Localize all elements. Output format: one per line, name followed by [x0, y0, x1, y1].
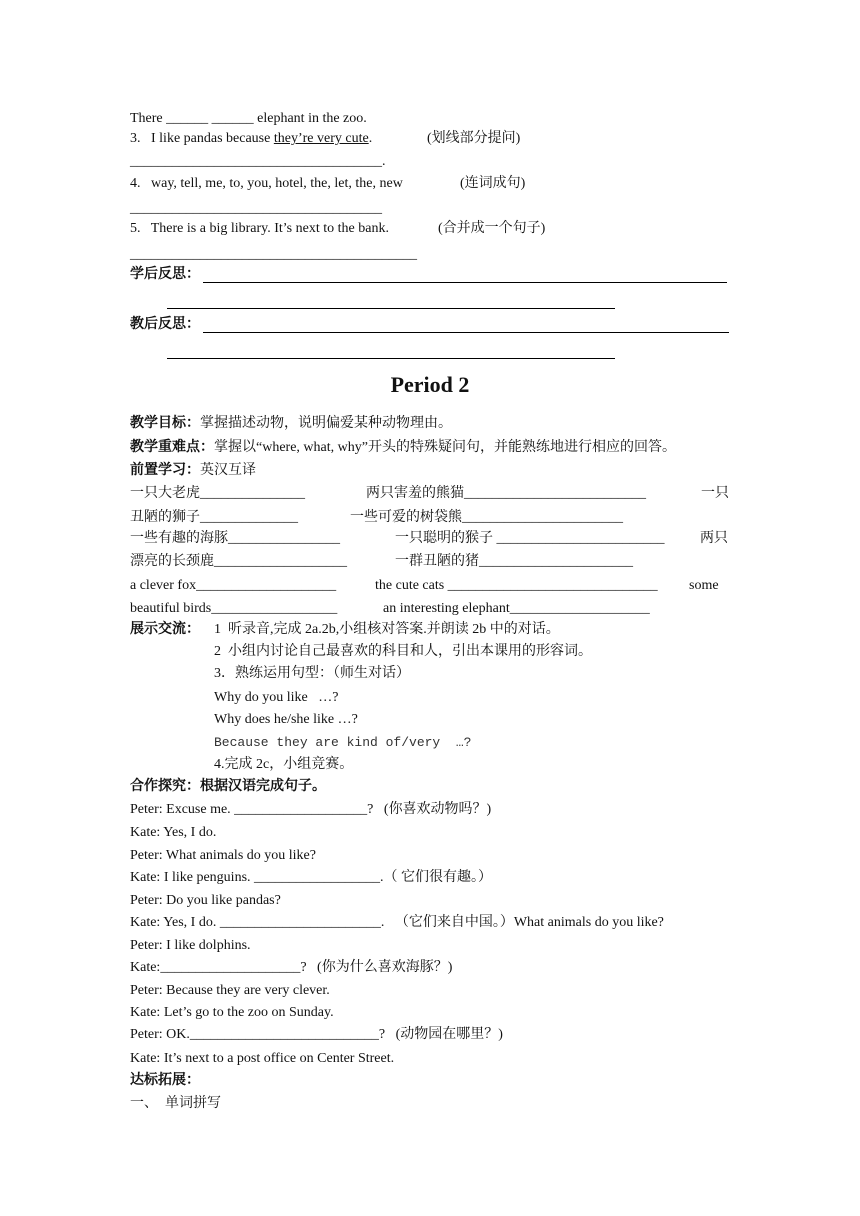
extension-label: 达标拓展： — [130, 1073, 200, 1088]
translate-item: 一些有趣的海豚________________ — [130, 531, 340, 546]
dialogue-line: Kate:____________________? (你为什么喜欢海豚？) — [130, 960, 453, 975]
dialogue-line: Peter: Because they are very clever. — [130, 983, 330, 998]
q3-period: . — [368, 131, 373, 146]
translate-item: 一只大老虎_______________ — [130, 486, 305, 501]
translate-item: 一只 — [701, 486, 729, 501]
translate-item: 两只 — [700, 531, 728, 546]
q3-underlined: they’re very cute — [273, 131, 369, 146]
teacher-reflection-label: 教后反思： — [130, 317, 200, 332]
show-exchange-label: 展示交流： — [130, 622, 200, 637]
teaching-goal — [130, 415, 452, 433]
show-step: 1 听录音,完成 2a.2b,小组核对答案.并朗读 2b 中的对话。 — [214, 622, 560, 637]
period-title: Period 2 — [390, 372, 470, 397]
dialogue-line: Kate: It’s next to a post office on Center Street. — [130, 1051, 395, 1066]
show-step: 4.完成 2c，小组竞赛。 — [214, 757, 354, 772]
show-step: 2 小组内讨论自己最喜欢的科目和人，引出本课用的形容词。 — [214, 644, 592, 659]
q3-text: I like pandas because — [151, 131, 274, 146]
dialogue-line: Peter: Do you like pandas? — [130, 893, 281, 908]
goal-label: 教学目标： — [130, 416, 200, 431]
translate-item: 丑陋的狮子______________ — [130, 510, 298, 525]
cooperation-label: 合作探究：根据汉语完成句子。 — [130, 779, 326, 794]
teacher-reflection-line-2 — [167, 358, 615, 359]
pre-label: 前置学习： — [130, 463, 200, 478]
key-label: 教学重难点： — [130, 440, 214, 455]
dialogue-line: Peter: What animals do you like? — [130, 848, 316, 863]
dialogue-line: Peter: OK.___________________________? (动物园在哪里？) — [130, 1027, 503, 1042]
dialogue-line: Kate: Yes, I do. — [130, 825, 217, 840]
q4-answer-blank: ____________________________________ — [130, 201, 382, 216]
translate-item: 一群丑陋的猪______________________ — [395, 554, 633, 569]
translate-item: the cute cats ______________________________ — [375, 578, 658, 593]
sentence-pattern: Because they are kind of/very …? — [214, 735, 472, 750]
translate-item: 一只聪明的猴子 ________________________ — [395, 531, 665, 546]
student-reflection-line-1 — [203, 282, 727, 283]
question-5 — [130, 220, 389, 238]
fill-blank-line: There ______ ______ elephant in the zoo. — [130, 111, 367, 126]
translate-item: 两只害羞的熊猫__________________________ — [366, 486, 646, 501]
translate-item: an interesting elephant____________________ — [383, 601, 650, 616]
dialogue-line: Peter: I like dolphins. — [130, 938, 251, 953]
dialogue-line: Kate: Let’s go to the zoo on Sunday. — [130, 1005, 334, 1020]
show-step: 3．熟练运用句型：（师生对话） — [214, 666, 410, 681]
goal-text: 掌握描述动物，说明偏爱某种动物理由。 — [200, 416, 452, 431]
q5-number: 5. — [130, 221, 141, 236]
student-reflection-line-2 — [167, 308, 615, 309]
q5-note: (合并成一个句子) — [438, 221, 546, 236]
sentence-pattern: Why does he/she like …? — [214, 712, 358, 727]
sentence-pattern: Why do you like …? — [214, 690, 339, 705]
translate-item: 一些可爱的树袋熊_______________________ — [350, 510, 623, 525]
q5-text: There is a big library. It’s next to the bank. — [150, 221, 389, 236]
dialogue-line: Kate: I like penguins. __________________.（ 它们很有趣。） — [130, 870, 493, 885]
dialogue-line: Kate: Yes, I do. _______________________. （它们来自中国。）What animals do you like? — [130, 915, 664, 930]
translate-item: a clever fox____________________ — [130, 578, 337, 593]
translate-item: beautiful birds__________________ — [130, 601, 338, 616]
q3-note: (划线部分提问) — [427, 131, 521, 146]
q5-answer-blank: _________________________________________ — [130, 247, 417, 262]
teacher-reflection-line-1 — [203, 332, 729, 333]
question-4 — [130, 175, 403, 193]
key-points — [130, 439, 676, 457]
key-text: 掌握以“where, what, why”开头的特殊疑问句，并能熟练地进行相应的回答。 — [214, 440, 676, 455]
q4-number: 4. — [130, 176, 141, 191]
q4-text: way, tell, me, to, you, hotel, the, let, the, new — [151, 176, 403, 191]
spelling-section-heading: 一、 单词拼写 — [130, 1096, 221, 1111]
student-reflection-label: 学后反思： — [130, 267, 200, 282]
dialogue-line: Peter: Excuse me. ___________________? (你喜欢动物吗？) — [130, 802, 492, 817]
q4-note: (连词成句) — [460, 176, 526, 191]
translate-item: some — [689, 578, 719, 593]
pre-study — [130, 462, 256, 480]
translate-item: 漂亮的长颈鹿___________________ — [130, 554, 347, 569]
q3-number: 3. — [130, 131, 141, 146]
pre-text: 英汉互译 — [200, 463, 256, 478]
question-3 — [130, 130, 372, 148]
q3-answer-blank: ____________________________________. — [130, 154, 386, 169]
